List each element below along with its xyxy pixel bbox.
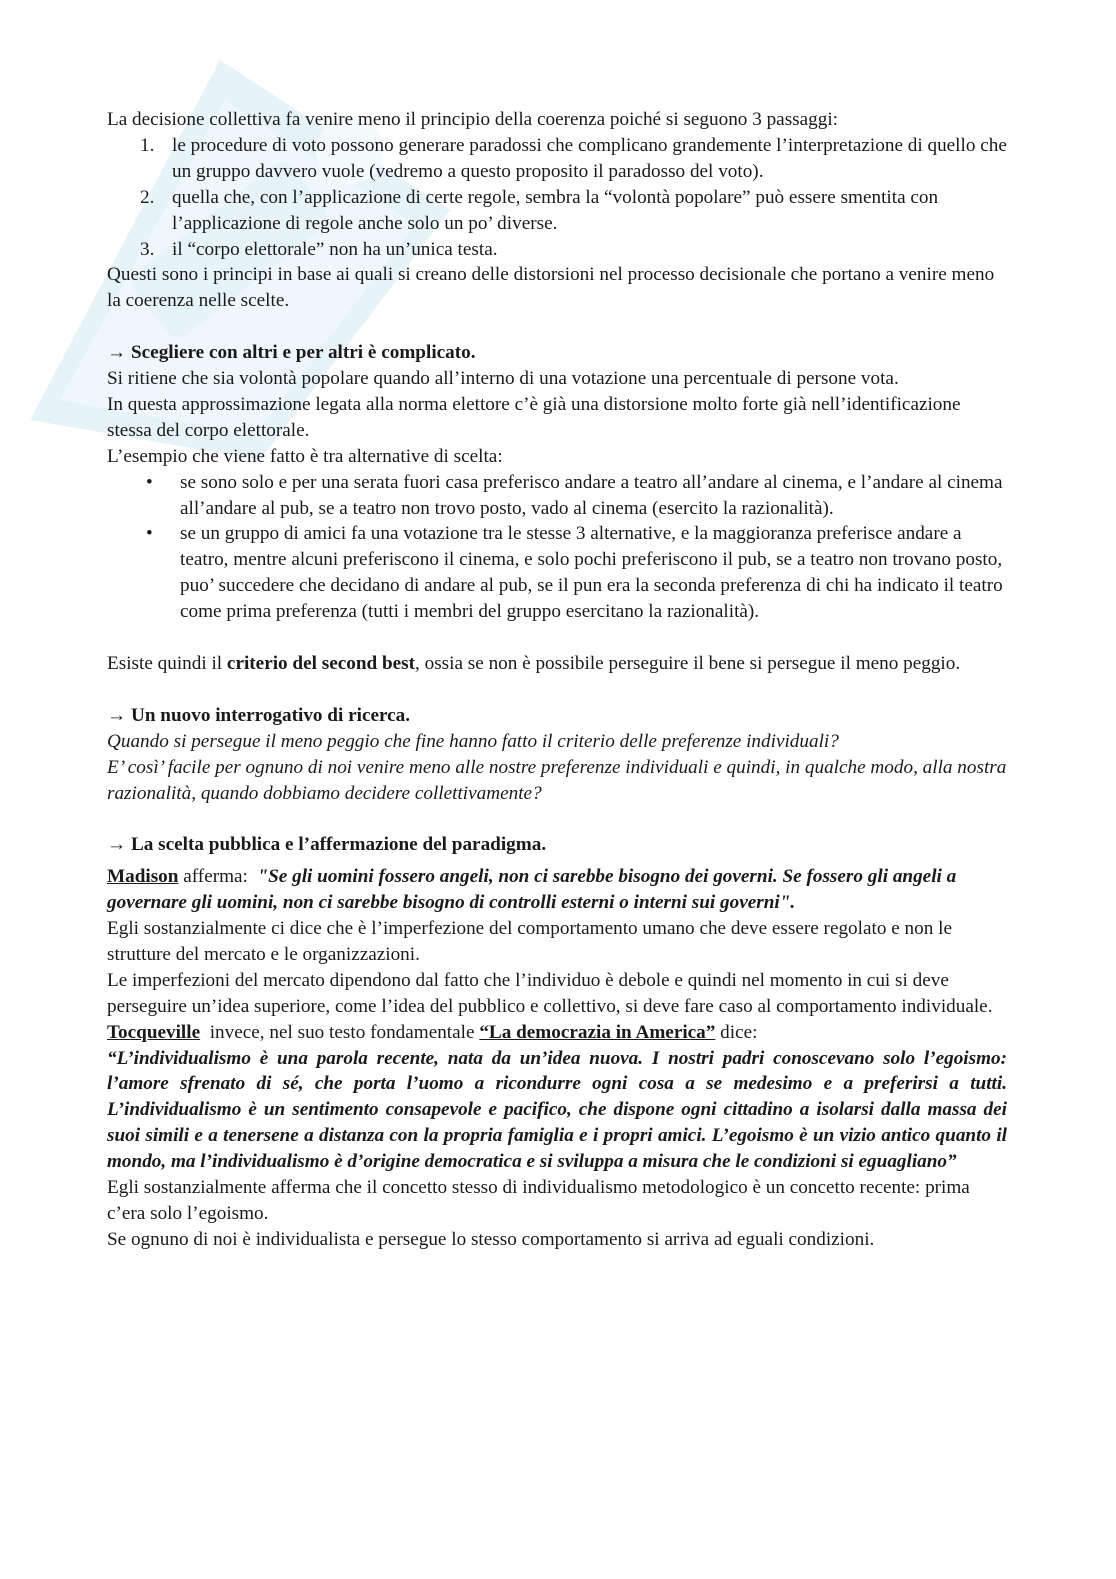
- section-heading-research: [107, 703, 1007, 729]
- quote: “L’individualismo è una parola recente, nata da un’idea nuova. I nostri padri conoscevano solo l’egoismo: l’amore sfrenato di sé, che porta l’uomo a ricondurre ogni cosa a se medesimo e a preferirsi a tutti. L’individualismo è un sentimento consapevole e pacifico, che dispone ogni cittadino a isolarsi dalla massa dei suoi simili e a tenersene a distanza con la propria famiglia e i propri amici. L’egoismo è un vizio antico quanto il mondo, ma l’individualismo è d’origine democratica e si sviluppa a misura che le condizioni si eguagliano”: [107, 1047, 1007, 1173]
- list-item: [107, 237, 1007, 263]
- list-item-text: se un gruppo di amici fa una votazione tra le stesse 3 alternative, e la maggioranza preferisce andare a teatro, mentre alcuni preferiscono il cinema, e solo pochi preferiscono il pub, se a teatro non trovano posto, puo’ succedere che decidano di andare al pub, se il pun era la seconda preferenza di chi ha indicato il teatro come prima preferenza (tutti i membri del gruppo esercitano la razionalità).: [180, 523, 1003, 623]
- paragraph: L’esempio che viene fatto è tra alternative di scelta:: [107, 445, 503, 467]
- madison-quote-paragraph: Madison afferma: "Se gli uomini fossero angeli, non ci sarebbe bisogno dei governi. Se fossero gli angeli a governare gli uomini, non ci sarebbe bisogno di controlli esterni o interni sui governi".: [107, 866, 957, 914]
- tocqueville-paragraph: Tocqueville invece, nel suo testo fondamentale “La democrazia in America” dice:: [107, 1021, 758, 1043]
- section-heading-choosing: [107, 340, 1007, 366]
- list-marker: 3.: [140, 238, 155, 260]
- list-item: [107, 470, 1007, 522]
- bullet-icon: •: [146, 471, 153, 493]
- list-item-text: quella che, con l’applicazione di certe regole, sembra la “volontà popolare” può essere smentita con l’applicazione di regole anche solo un po’ diverse.: [172, 186, 939, 234]
- paragraph: Egli sostanzialmente ci dice che è l’imperfezione del comportamento umano che deve essere regolato e non le strutture del mercato e le organizzazioni.: [107, 918, 952, 965]
- alternatives-list: [107, 470, 1007, 625]
- section-title: La scelta pubblica e l’affermazione del paradigma.: [130, 834, 547, 856]
- question: Quando si persegue il meno peggio che fine hanno fatto il criterio delle preferenze individuali?: [107, 730, 839, 752]
- section-title: Scegliere con altri e per altri è complicato.: [130, 342, 476, 364]
- quote: "Se gli uomini fossero angeli, non ci sarebbe bisogno dei governi. Se fossero gli angeli a governare gli uomini, non ci sarebbe bisogno di controlli esterni o interni sui governi".: [107, 866, 957, 914]
- arrow-icon: →: [107, 704, 127, 726]
- arrow-icon: →: [107, 342, 127, 364]
- list-item: [107, 133, 1007, 185]
- list-item-text: se sono solo e per una serata fuori casa preferisco andare a teatro all’andare al cinema, e l’andare al cinema all’andare al pub, se a teatro non trovo posto, vado al cinema (esercito la razionalità).: [180, 471, 1003, 519]
- list-marker: 2.: [140, 186, 155, 208]
- question: E’ così’ facile per ognuno di noi venire meno alle nostre preferenze individuali e quindi, in qualche modo, alla nostra razionalità, quando dobbiamo decidere collettivamente?: [107, 756, 1007, 804]
- list-item-text: le procedure di voto possono generare paradossi che complicano grandemente l’interpretazione di quello che un gruppo davvero vuole (vedremo a questo proposito il paradosso del voto).: [172, 134, 1007, 182]
- author-name: Tocqueville: [107, 1021, 201, 1043]
- steps-list: [107, 133, 1007, 263]
- paragraph: Egli sostanzialmente afferma che il concetto stesso di individualismo metodologico è un concetto recente: prima c’era solo l’egoismo.: [107, 1177, 970, 1224]
- document-page: [107, 107, 1007, 1253]
- paragraph: Le imperfezioni del mercato dipendono dal fatto che l’individuo è debole e quindi nel momento in cui si deve perseguire un’idea superiore, come l’idea del pubblico e collettivo, si deve fare caso al comportamento individuale.: [107, 969, 993, 1017]
- arrow-icon: →: [107, 834, 127, 856]
- list-item: [107, 521, 1007, 625]
- intro-paragraph: La decisione collettiva fa venire meno il principio della coerenza poiché si seguono 3 passaggi:: [107, 109, 838, 130]
- author-name: Madison: [107, 866, 179, 888]
- list-marker: 1.: [140, 134, 155, 156]
- bullet-icon: •: [146, 523, 153, 545]
- section-heading-public-choice: [107, 832, 1007, 858]
- paragraph: Se ognuno di noi è individualista e persegue lo stesso comportamento si arriva ad eguali condizioni.: [107, 1228, 875, 1250]
- second-best-paragraph: Esiste quindi il criterio del second best, ossia se non è possibile perseguire il bene si persegue il meno peggio.: [107, 653, 961, 674]
- list-item-text: il “corpo elettorale” non ha un’unica testa.: [172, 238, 498, 260]
- key-term: criterio del second best: [226, 653, 416, 674]
- summary-paragraph: Questi sono i principi in base ai quali si creano delle distorsioni nel processo decisionale che portano a venire meno la coerenza nelle scelte.: [107, 264, 995, 312]
- section-title: Un nuovo interrogativo di ricerca.: [130, 704, 411, 726]
- paragraph: Si ritiene che sia volontà popolare quando all’interno di una votazione una percentuale di persone vota.: [107, 368, 899, 390]
- paragraph: In questa approssimazione legata alla norma elettore c’è già una distorsione molto forte già nell’identificazione stessa del corpo elettorale.: [107, 393, 961, 441]
- list-item: [107, 185, 1007, 237]
- book-title: “La democrazia in America”: [479, 1021, 716, 1043]
